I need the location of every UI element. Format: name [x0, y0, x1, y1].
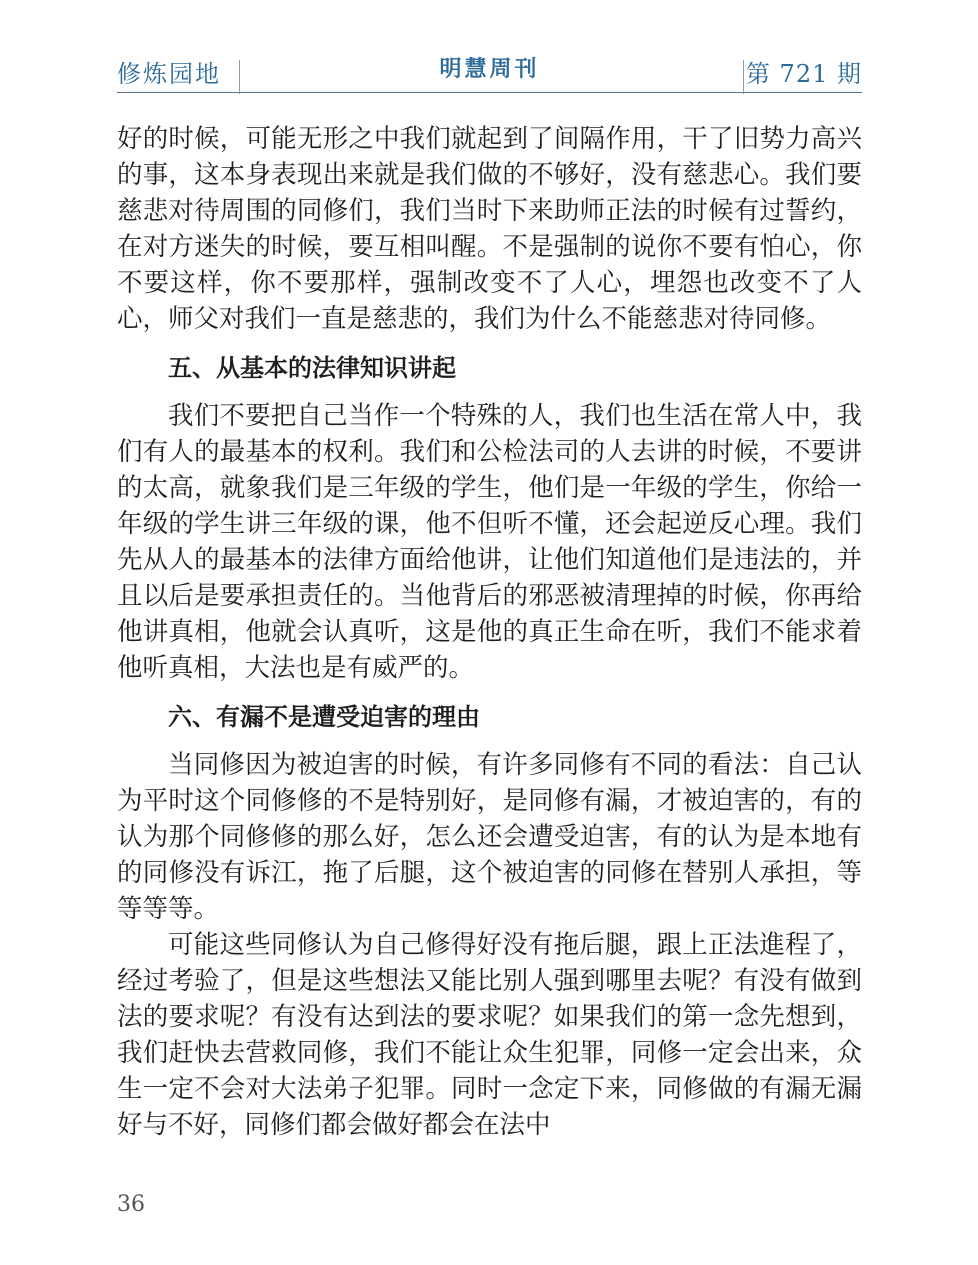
paragraph: 我们不要把自己当作一个特殊的人，我们也生活在常人中，我们有人的最基本的权利。我们和公检法司的人去讲的时候，不要讲的太高，就象我们是三年级的学生，他们是一年级的学生，你给一年级的学生讲三年级的课，他不但听不懂，还会起逆反心理。我们先从人的最基本的法律方面给他讲，让他们知道他们是违法的，并且以后是要承担责任的。当他背后的邪恶被清理掉的时候，你再给他讲真相，他就会认真听，这是他的真正生命在听，我们不能求着他听真相，大法也是有威严的。 — [117, 401, 862, 683]
publication-title: 明慧周刊 — [439, 57, 540, 82]
paragraph-continued: 好的时候，可能无形之中我们就起到了间隔作用，干了旧势力高兴的事，这本身表现出来就是我们做的不够好，没有慈悲心。我们要慈悲对待周围的同修们，我们当时下来助师正法的时候有过誓约，在对方迷失的时候，要互相叫醒。不是强制的说你不要有怕心，你不要这样，你不要那样，强制改变不了人心，埋怨也改变不了人心，师父对我们一直是慈悲的，我们为什么不能慈悲对待同修。 — [117, 124, 862, 334]
paragraph: 可能这些同修认为自己修得好没有拖后腿，跟上正法進程了，经过考验了，但是这些想法又能比别人强到哪里去呢？有没有做到法的要求呢？有没有达到法的要求呢？如果我们的第一念先想到，我们赶快去营救同修，我们不能让众生犯罪，同修一定会出来，众生一定不会对大法弟子犯罪。同时一念定下来，同修做的有漏无漏好与不好，同修们都会做好都会在法中 — [117, 930, 862, 1140]
section-title: 修炼园地 — [117, 60, 221, 88]
paragraph: 当同修因为被迫害的时候，有许多同修有不同的看法：自己认为平时这个同修修的不是特别好，是同修有漏，才被迫害的，有的认为那个同修修的那么好，怎么还会遭受迫害，有的认为是本地有的同修没有诉江，拖了后腿，这个被迫害的同修在替别人承担，等等等等。 — [117, 750, 862, 924]
header-divider-right — [743, 60, 744, 94]
page-header — [117, 48, 862, 93]
issue-number: 第 721 期 — [745, 60, 862, 88]
article-body — [117, 121, 862, 1143]
section-heading-6: 六、有漏不是遭受迫害的理由 — [168, 703, 480, 731]
section-heading-5: 五、从基本的法律知识讲起 — [168, 354, 456, 382]
page-number: 36 — [117, 1192, 145, 1217]
